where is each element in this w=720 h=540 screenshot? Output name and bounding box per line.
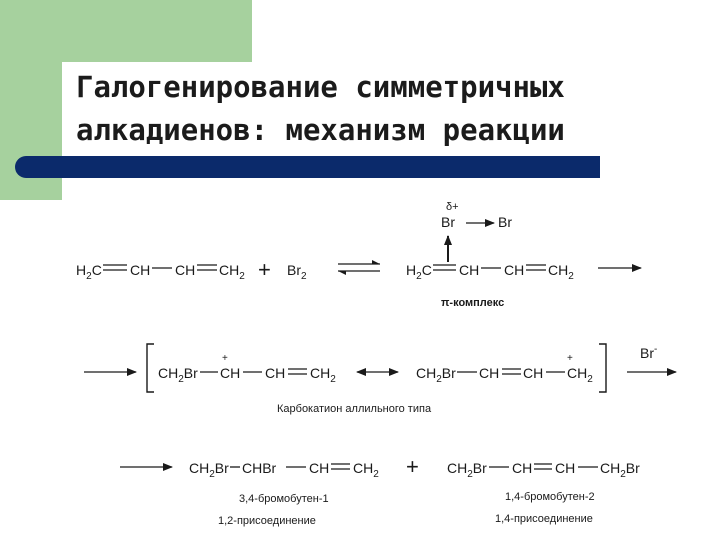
- svg-text:H2C: $H_2C$: [76, 262, 102, 282]
- product-1-formula: [189, 460, 379, 480]
- bracket-left: [147, 344, 154, 392]
- svg-text:CH2Br: $CH_2Br$: [416, 365, 456, 385]
- plus-sign-2: +: [406, 454, 419, 479]
- svg-text:CH: CH: [220, 365, 241, 381]
- pi-complex-label: π-комплекс: [441, 297, 505, 309]
- carbocation-form-1: [158, 353, 336, 385]
- complex-br-right: Br: [498, 214, 512, 230]
- svg-text:CH: CH: [504, 262, 525, 278]
- equilibrium-arrows: [338, 260, 380, 275]
- carbocation-label: Карбокатион аллильного типа: [277, 403, 432, 415]
- svg-text:CH2Br: $CH_2Br$: [447, 460, 487, 480]
- svg-text:+: +: [567, 353, 573, 364]
- svg-text:CH2Br: $CH_2Br$: [158, 365, 198, 385]
- svg-text:CH: CH: [130, 262, 151, 278]
- product-2-formula: [447, 460, 640, 480]
- svg-text:CH: CH: [265, 365, 286, 381]
- butadiene-formula: [76, 262, 245, 282]
- svg-text:CH2Br: $CH_2Br$: [189, 460, 229, 480]
- product-1-name: 3,4-бромобутен-1: [239, 493, 329, 505]
- complex-br-top: Br: [441, 214, 455, 230]
- svg-text:CH: CH: [309, 460, 330, 476]
- svg-text:CH: CH: [479, 365, 500, 381]
- svg-text:CH: CH: [459, 262, 480, 278]
- plus-sign-1: +: [258, 257, 271, 282]
- product-2-name: 1,4-бромобутен-2: [505, 491, 595, 503]
- partial-charge: δ+: [446, 201, 459, 213]
- svg-text:CH: CH: [512, 460, 533, 476]
- svg-text:CH2: $CH_2$: [310, 365, 336, 385]
- svg-text:CH2Br: $CH_2Br$: [600, 460, 640, 480]
- slide-title: Галогенирование симметричных алкадиенов: механизм реакции: [76, 70, 565, 147]
- pi-complex-formula: [406, 201, 574, 282]
- svg-text:H2C: $H_2C$: [406, 262, 432, 282]
- svg-text:CH2: $CH_2$: [548, 262, 574, 282]
- svg-text:CH: CH: [523, 365, 544, 381]
- carbocation-form-2: [416, 353, 593, 385]
- product-1-type: 1,2-присоединение: [218, 515, 316, 527]
- bracket-right: [599, 344, 606, 392]
- svg-text:+: +: [222, 353, 228, 364]
- svg-text:CHBr: CHBr: [242, 460, 277, 476]
- product-2-type: 1,4-присоединение: [495, 513, 593, 525]
- svg-text:CH2: $CH_2$: [219, 262, 245, 282]
- svg-text:CH: CH: [175, 262, 196, 278]
- svg-text:CH: CH: [555, 460, 576, 476]
- svg-text:CH2: $CH_2$: [567, 365, 593, 385]
- bromide-anion: Br-: [640, 344, 658, 361]
- bromine-reagent: $Br_2$: [287, 262, 307, 282]
- svg-text:CH2: $CH_2$: [353, 460, 379, 480]
